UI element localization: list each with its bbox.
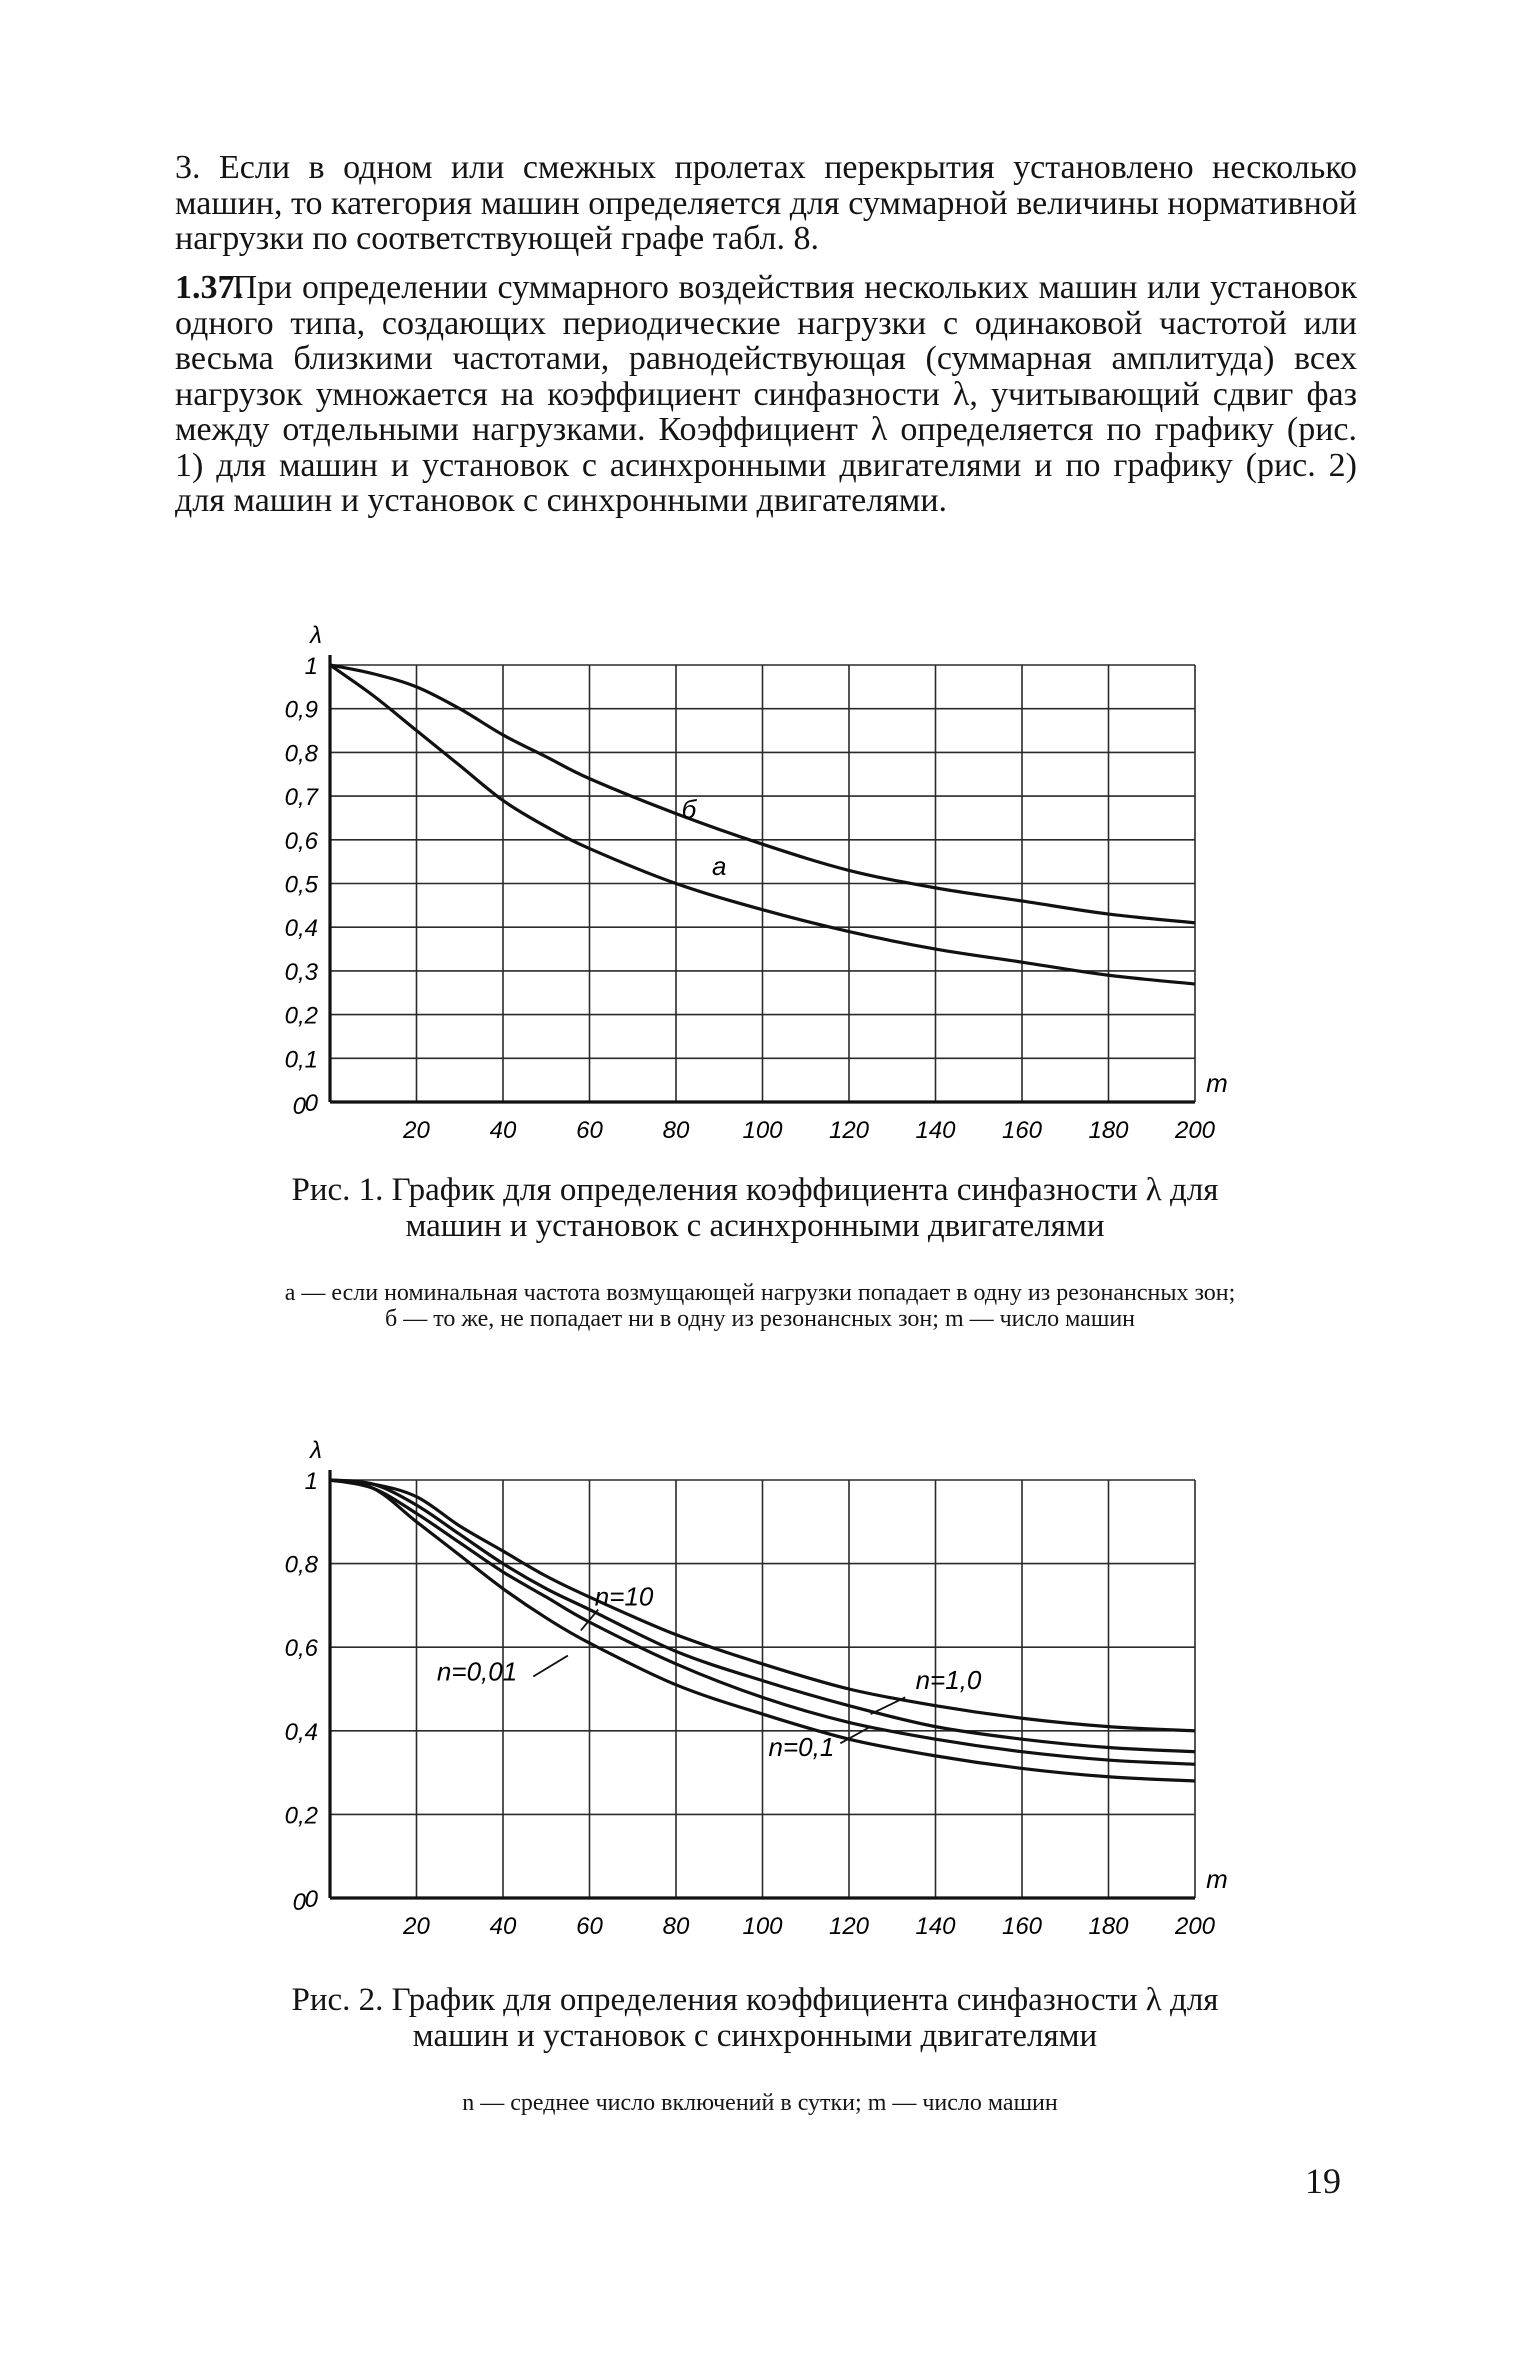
series-label: б <box>681 793 697 824</box>
y-tick-label: 0 <box>304 1090 318 1117</box>
y-tick-label: 0,7 <box>284 784 318 812</box>
clause-number: 1.37. <box>175 269 243 306</box>
x-tick-label: 140 <box>915 1913 956 1940</box>
y-tick-label: 0,5 <box>284 871 318 899</box>
x-tick-label: 120 <box>828 1117 870 1144</box>
series-label: n=1,0 <box>915 1665 982 1695</box>
x-tick-label: 180 <box>1088 1117 1129 1144</box>
x-tick-label: 180 <box>1088 1913 1129 1940</box>
y-tick-label: 1 <box>304 653 318 680</box>
figure-2-chart <box>270 1440 1240 1960</box>
series-label: n=0,1 <box>768 1731 835 1762</box>
y-axis-title: λ <box>310 622 322 649</box>
y-tick-label: 0,2 <box>284 1802 318 1830</box>
paragraph-1-37 <box>175 270 1357 519</box>
y-tick-label: 0,4 <box>284 915 318 943</box>
y-tick-label: 1 <box>304 1468 318 1495</box>
x-tick-label: 80 <box>662 1913 690 1940</box>
x-tick-label: 60 <box>576 1913 603 1940</box>
origin-label: 0 <box>292 1889 306 1916</box>
figure-1-caption: Рис. 1. График для определения коэффициента синфазности λ для машин и установок с асинхронными двигателями <box>291 1172 1219 1244</box>
paragraph-3 <box>175 150 1357 257</box>
y-tick-label: 0,3 <box>284 958 318 986</box>
y-tick-label: 0,8 <box>284 740 318 768</box>
figure-2-legend: n — среднее число включений в сутки; m — число машин <box>462 2090 1058 2116</box>
x-tick-label: 60 <box>576 1117 603 1144</box>
figure-2-caption: Рис. 2. График для определения коэффициента синфазности λ для машин и установок с синхронными двигателями <box>291 1982 1219 2054</box>
y-tick-label: 0 <box>304 1886 318 1913</box>
x-tick-label: 160 <box>1001 1117 1043 1144</box>
x-tick-label: 140 <box>915 1117 956 1144</box>
origin-label: 0 <box>292 1093 306 1120</box>
x-tick-label: 100 <box>742 1117 783 1144</box>
y-tick-label: 0,6 <box>284 827 318 855</box>
paragraph-1-37-text: При определении суммарного воздействия нескольких машин или установок одного типа, создающих периодические нагрузки с одинаковой частотой или весьма близкими частотами, равнодействующая (суммарная амплитуда) всех нагрузок умножается на коэффициент синфазности λ, учитывающий сдвиг фаз между отдельными нагрузками. Коэффициент λ определяется по графику (рис. 1) для машин и установок с асинхронными двигателями и по графику (рис. 2) для машин и установок с синхронными двигателями. <box>175 269 1358 519</box>
x-axis-title: m <box>1206 1864 1228 1894</box>
figure-1-legend: а — если номинальная частота возмущающей нагрузки попадает в одну из резонансных зон; б — то же, не попадает ни в одну из резонансных зон; m — число машин <box>284 1280 1236 1332</box>
y-axis-title: λ <box>310 1440 322 1464</box>
x-axis-title: m <box>1206 1068 1228 1098</box>
series-label-leader <box>533 1656 568 1677</box>
x-tick-label: 40 <box>489 1913 517 1940</box>
x-tick-label: 20 <box>403 1913 430 1940</box>
x-tick-label: 100 <box>742 1913 783 1940</box>
x-tick-label: 20 <box>403 1117 430 1144</box>
series-label: а <box>712 850 727 881</box>
y-tick-label: 0,8 <box>284 1551 318 1579</box>
series-label: n=0,01 <box>436 1656 518 1687</box>
y-tick-label: 0,1 <box>284 1046 318 1074</box>
figure-1-chart <box>270 615 1240 1155</box>
y-tick-label: 0,6 <box>284 1635 318 1663</box>
y-tick-label: 0,4 <box>284 1718 318 1746</box>
y-tick-label: 0,2 <box>284 1002 318 1030</box>
x-tick-label: 80 <box>662 1117 690 1144</box>
paragraph-3-text: 3. Если в одном или смежных пролетах перекрытия установлено несколько машин, то категория машин определяется для суммарной величины нормативной нагрузки по соответствующей графе табл. 8. <box>175 149 1357 257</box>
x-tick-label: 160 <box>1001 1913 1043 1940</box>
x-tick-label: 40 <box>489 1117 517 1144</box>
x-tick-label: 200 <box>1174 1913 1216 1940</box>
series-label: n=10 <box>594 1581 654 1612</box>
x-tick-label: 120 <box>828 1913 870 1940</box>
page-number: 19 <box>1305 2161 1341 2201</box>
series-label-leader <box>871 1697 906 1714</box>
x-tick-label: 200 <box>1174 1117 1216 1144</box>
y-tick-label: 0,9 <box>284 696 318 724</box>
